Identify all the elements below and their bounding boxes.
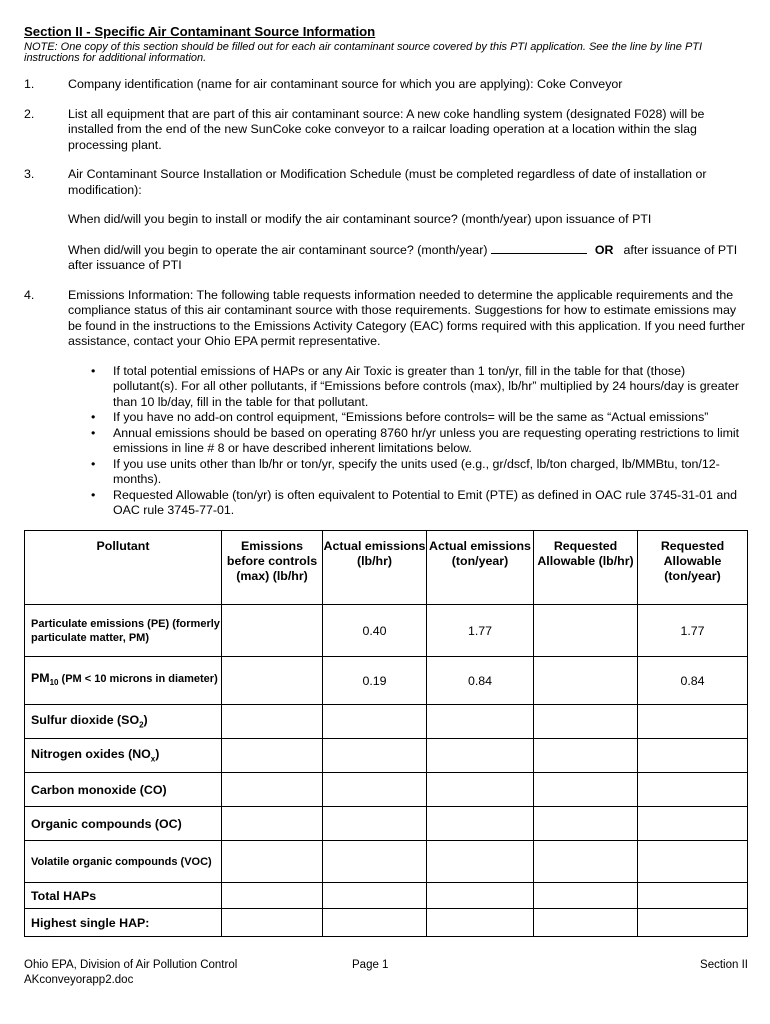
requested-lb-cell[interactable] <box>534 705 638 739</box>
actual-lb-cell[interactable] <box>323 909 427 937</box>
requested-lb-cell[interactable] <box>534 739 638 773</box>
actual-ton-cell[interactable]: 1.77 <box>427 605 534 657</box>
emissions-before-cell[interactable] <box>222 773 323 807</box>
pollutant-name: Nitrogen oxides $(NO_x)$ <box>25 739 222 773</box>
item-2 <box>24 107 748 154</box>
item-number: 1. <box>24 77 35 91</box>
requested-lb-cell[interactable] <box>534 807 638 841</box>
header-requested-ton: Requested Allowable (ton/year) <box>638 531 748 605</box>
actual-ton-cell[interactable] <box>427 841 534 883</box>
actual-lb-cell[interactable] <box>323 739 427 773</box>
requested-ton-cell[interactable] <box>638 883 748 909</box>
item-3 <box>24 167 748 274</box>
requested-ton-cell[interactable]: 0.84 <box>638 657 748 705</box>
emissions-before-cell[interactable] <box>222 807 323 841</box>
bullet-item: • Requested Allowable (ton/yr) is often equivalent to Potential to Emit (PTE) as defined in OAC rule 3745-31-01 and OAC rule 3745-77-01. <box>91 487 738 517</box>
bullet-item: • If you have no add-on control equipment, “Emissions before controls= will be the same as “Actual emissions” <box>91 410 709 424</box>
actual-ton-cell[interactable]: 0.84 <box>427 657 534 705</box>
bullet-icon: • <box>91 410 96 424</box>
operate-date-field[interactable] <box>491 242 587 254</box>
or-label: OR <box>594 242 614 257</box>
requested-ton-cell[interactable]: 1.77 <box>638 605 748 657</box>
actual-lb-cell[interactable] <box>323 807 427 841</box>
table-row <box>25 705 748 739</box>
header-pollutant: Pollutant <box>25 531 222 605</box>
actual-ton-cell[interactable] <box>427 909 534 937</box>
emissions-before-cell[interactable] <box>222 605 323 657</box>
bullet-icon: • <box>91 487 96 502</box>
bullet-icon: • <box>91 425 96 440</box>
footer-filename: AKconveyorapp2.doc <box>24 974 134 986</box>
actual-lb-cell[interactable] <box>323 705 427 739</box>
header-actual-ton: Actual emissions (ton/year) <box>427 531 534 605</box>
table-row <box>25 657 748 705</box>
table-row <box>25 739 748 773</box>
operate-answer: after issuance of PTI after issuance of PTI <box>68 242 738 272</box>
bullet-item: • Annual emissions should be based on operating 8760 hr/yr unless you are requesting operating restrictions to limit emissions in line # 8 or have described inherent limitations below. <box>91 425 740 455</box>
footer-section: Section II <box>700 959 748 971</box>
requested-ton-cell[interactable] <box>638 739 748 773</box>
table-row <box>25 883 748 909</box>
table-row <box>25 605 748 657</box>
actual-ton-cell[interactable] <box>427 705 534 739</box>
pollutant-name: Volatile organic compounds (VOC) <box>25 841 222 883</box>
actual-ton-cell[interactable] <box>427 739 534 773</box>
actual-ton-cell[interactable] <box>427 883 534 909</box>
requested-ton-cell[interactable] <box>638 705 748 739</box>
requested-ton-cell[interactable] <box>638 773 748 807</box>
item-number: 4. <box>24 287 35 302</box>
pollutant-name: Organic compounds (OC) <box>25 807 222 841</box>
header-requested-lb: Requested Allowable (lb/hr) <box>534 531 638 605</box>
emissions-table <box>24 530 748 937</box>
item-text: List all equipment that are part of this air contaminant source: A new coke handling system (designated F028) will be installed from the end of the new SunCoke coke conveyor to a railcar loading operation at a location within the slag processing plant. <box>68 106 705 152</box>
requested-lb-cell[interactable] <box>534 605 638 657</box>
emissions-before-cell[interactable] <box>222 909 323 937</box>
requested-ton-cell[interactable] <box>638 807 748 841</box>
table-row <box>25 807 748 841</box>
footer-page: Page 1 <box>352 959 389 971</box>
pollutant-name: Carbon monoxide (CO) <box>25 773 222 807</box>
emissions-before-cell[interactable] <box>222 883 323 909</box>
bullet-icon: • <box>91 363 96 378</box>
header-emissions-before: Emissions before controls (max) (lb/hr) <box>222 531 323 605</box>
requested-lb-cell[interactable] <box>534 909 638 937</box>
pollutant-name: Highest single HAP: <box>25 909 222 937</box>
requested-lb-cell[interactable] <box>534 883 638 909</box>
bullet-icon: • <box>91 456 96 471</box>
requested-ton-cell[interactable] <box>638 909 748 937</box>
actual-lb-cell[interactable]: 0.19 <box>323 657 427 705</box>
actual-ton-cell[interactable] <box>427 807 534 841</box>
operate-question-text: When did/will you begin to operate the air contaminant source? (month/year) <box>68 242 488 257</box>
item-number: 2. <box>24 106 35 121</box>
requested-ton-cell[interactable] <box>638 841 748 883</box>
operate-question <box>68 242 748 274</box>
table-header-row <box>25 531 748 605</box>
footer-left <box>24 958 237 988</box>
header-actual-lb: Actual emissions (lb/hr) <box>323 531 427 605</box>
actual-lb-cell[interactable] <box>323 883 427 909</box>
section-title: Section II - Specific Air Contaminant Source Information <box>24 24 376 39</box>
bullet-item: • If you use units other than lb/hr or ton/yr, specify the units used (e.g., gr/dscf, lb/ton charged, lb/MMBtu, ton/12-months). <box>91 456 720 486</box>
actual-lb-cell[interactable]: 0.40 <box>323 605 427 657</box>
footer-org: Ohio EPA, Division of Air Pollution Control <box>24 959 238 971</box>
pollutant-name: $PM_{10}$ (PM < 10 microns in diameter) <box>25 657 222 705</box>
item-number: 3. <box>24 167 35 181</box>
item-text: Air Contaminant Source Installation or Modification Schedule (must be completed regardless of date of installation or modification): <box>68 167 707 197</box>
table-row <box>25 773 748 807</box>
pollutant-name: Sulfur dioxide $(SO_2)$ <box>25 705 222 739</box>
instruction-bullets <box>24 364 748 519</box>
table-row <box>25 909 748 937</box>
requested-lb-cell[interactable] <box>534 841 638 883</box>
emissions-before-cell[interactable] <box>222 841 323 883</box>
emissions-before-cell[interactable] <box>222 705 323 739</box>
item-text: Company identification (name for air contaminant source for which you are applying): Coke Conveyor <box>68 77 623 91</box>
actual-lb-cell[interactable] <box>323 773 427 807</box>
emissions-before-cell[interactable] <box>222 739 323 773</box>
item-1 <box>24 77 748 93</box>
requested-lb-cell[interactable] <box>534 657 638 705</box>
requested-lb-cell[interactable] <box>534 773 638 807</box>
actual-lb-cell[interactable] <box>323 841 427 883</box>
table-row <box>25 841 748 883</box>
section-note: NOTE: One copy of this section should be filled out for each air contaminant source covered by this PTI application. See the line by line PTI instructions for additional information. <box>24 41 703 64</box>
bullet-item: • If total potential emissions of HAPs or any Air Toxic is greater than 1 ton/yr, fill in the table for that (those) pollutant(s). For all other pollutants, if “Emissions before controls (max), lb/hr” multiplied by 24 hours/day is greater than 10 lb/day, fill in the table for that pollutant. <box>91 363 739 409</box>
install-question: When did/will you begin to install or modify the air contaminant source? (month/year) upon issuance of PTI <box>68 212 652 226</box>
item-text: Emissions Information: The following table requests information needed to determine the applicable requirements and the compliance status of this air contaminant source with those requirements. Suggestions for how to estimate emissions may be found in the instructions to the Emissions Activity Category (EAC) forms required with this application. If you need further assistance, contact your Ohio EPA permit representative. <box>68 287 745 348</box>
pollutant-name: Total HAPs <box>25 883 222 909</box>
pollutant-name: Particulate emissions (PE) (formerly particulate matter, PM) <box>25 605 222 657</box>
actual-ton-cell[interactable] <box>427 773 534 807</box>
form-page <box>24 24 748 519</box>
emissions-before-cell[interactable] <box>222 657 323 705</box>
item-4 <box>24 288 748 350</box>
